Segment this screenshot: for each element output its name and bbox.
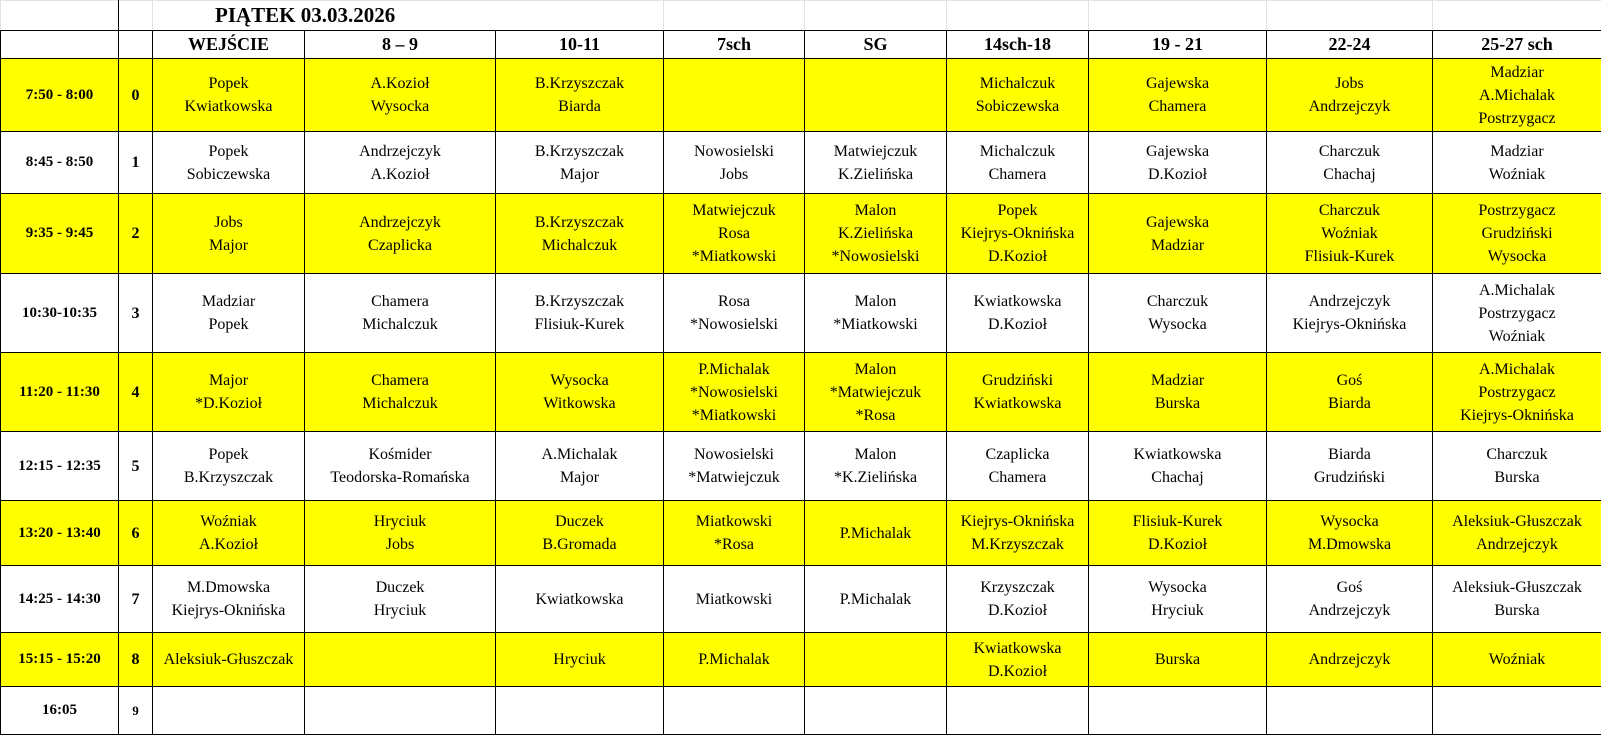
teacher-name: Burska xyxy=(1154,651,1201,668)
teacher-name: Matwiejczuk xyxy=(833,142,918,160)
teacher-name: D.Kozioł xyxy=(987,602,1048,619)
teacher-name: Major xyxy=(208,372,249,389)
teacher-name: Wysocka xyxy=(1487,248,1547,265)
duty-cell[interactable] xyxy=(153,274,305,353)
time-cell[interactable]: 7:50 - 8:00 xyxy=(1,59,119,132)
duty-cell[interactable] xyxy=(1433,566,1601,633)
teacher-name: Gajewska xyxy=(1145,213,1210,231)
teacher-name: Chachaj xyxy=(1151,469,1204,486)
teacher-name: D.Kozioł xyxy=(1147,165,1208,183)
teacher-name: Duczek xyxy=(375,579,425,596)
teacher-name: Kwiatkowska xyxy=(184,98,273,115)
duty-cell[interactable] xyxy=(496,432,664,501)
duty-cell[interactable] xyxy=(496,274,664,353)
duty-cell[interactable] xyxy=(1267,687,1433,735)
teacher-name: Goś xyxy=(1336,372,1363,389)
duty-cell[interactable] xyxy=(947,501,1089,566)
time-cell[interactable]: 10:30-10:35 xyxy=(1,274,119,353)
duty-cell[interactable] xyxy=(805,194,947,274)
schedule-row xyxy=(1,59,1601,132)
teacher-name: Wysocka xyxy=(1320,513,1379,530)
duty-cell[interactable] xyxy=(1267,274,1433,353)
teacher-name: Malon xyxy=(854,446,897,463)
time-cell[interactable]: 12:15 - 12:35 xyxy=(1,432,119,501)
teacher-name: B.Krzyszczak xyxy=(183,469,274,486)
teacher-name: Biarda xyxy=(1328,395,1371,412)
lesson-number-cell[interactable]: 6 xyxy=(119,501,153,566)
title-spacer-cell xyxy=(1433,1,1601,31)
teacher-name: *Nowosielski xyxy=(690,316,778,333)
teacher-name: Hryciuk xyxy=(1151,602,1204,619)
schedule-row xyxy=(1,687,1601,735)
teacher-name: Flisiuk-Kurek xyxy=(1132,513,1223,530)
teacher-name: B.Gromada xyxy=(542,536,617,553)
teacher-name: A.Michalak xyxy=(1479,360,1555,378)
duty-cell[interactable] xyxy=(1267,132,1433,194)
teacher-name: *Miatkowski xyxy=(691,248,777,265)
duty-cell[interactable] xyxy=(664,501,805,566)
duty-cell[interactable] xyxy=(947,132,1089,194)
teacher-name: Hryciuk xyxy=(373,513,427,530)
duty-cell[interactable] xyxy=(1267,566,1433,633)
duty-cell[interactable] xyxy=(947,59,1089,132)
column-header[interactable]: 8 – 9 xyxy=(305,31,496,59)
teacher-name: Kwiatkowska xyxy=(973,639,1062,657)
column-header[interactable]: 22-24 xyxy=(1267,31,1433,59)
duty-cell[interactable] xyxy=(1433,633,1601,687)
schedule-row xyxy=(1,194,1601,274)
teacher-name: Witkowska xyxy=(543,395,616,412)
teacher-name: B.Krzyszczak xyxy=(534,213,625,231)
teacher-name: B.Krzyszczak xyxy=(534,142,625,160)
teacher-name: Postrzygacz xyxy=(1478,383,1556,401)
duty-cell[interactable] xyxy=(305,432,496,501)
teacher-name: D.Kozioł xyxy=(987,662,1048,680)
duty-cell[interactable] xyxy=(496,353,664,432)
duty-cell[interactable] xyxy=(664,59,805,132)
teacher-name: Kwiatkowska xyxy=(973,395,1062,412)
title-spacer-cell xyxy=(947,1,1089,31)
teacher-name: Grudziński xyxy=(1313,469,1386,486)
time-cell[interactable]: 14:25 - 14:30 xyxy=(1,566,119,633)
duty-cell[interactable] xyxy=(1089,566,1267,633)
teacher-name: A.Michalak xyxy=(1479,281,1555,299)
duty-cell[interactable] xyxy=(1433,59,1601,132)
duty-cell[interactable] xyxy=(1089,59,1267,132)
teacher-name: Postrzygacz xyxy=(1478,109,1556,127)
teacher-name: Woźniak xyxy=(200,513,257,530)
duty-cell[interactable] xyxy=(947,566,1089,633)
teacher-name: Grudziński xyxy=(1481,225,1553,242)
teacher-name: Kiejrys-Oknińska xyxy=(960,513,1075,530)
teacher-name: Woźniak xyxy=(1488,651,1546,668)
title-spacer-cell xyxy=(1,1,119,31)
teacher-name: M.Krzyszczak xyxy=(971,536,1064,553)
time-cell[interactable]: 9:35 - 9:45 xyxy=(1,194,119,274)
lesson-number-cell[interactable]: 0 xyxy=(119,59,153,132)
teacher-name: Madziar xyxy=(1490,63,1544,81)
teacher-name: B.Krzyszczak xyxy=(534,293,625,310)
teacher-name: K.Zielińska xyxy=(837,225,914,242)
duty-cell[interactable] xyxy=(664,353,805,432)
schedule-row xyxy=(1,132,1601,194)
time-cell[interactable]: 8:45 - 8:50 xyxy=(1,132,119,194)
teacher-name: Grudziński xyxy=(981,372,1054,389)
teacher-name: Charczuk xyxy=(1318,202,1381,219)
teacher-name: Burska xyxy=(1154,395,1201,412)
duty-cell[interactable] xyxy=(947,432,1089,501)
teacher-name: Popek xyxy=(208,142,249,160)
title-spacer-cell xyxy=(805,1,947,31)
teacher-name: Burska xyxy=(1494,602,1540,619)
duty-cell[interactable] xyxy=(664,633,805,687)
teacher-name: Madziar xyxy=(1150,372,1205,389)
duty-cell[interactable] xyxy=(947,194,1089,274)
teacher-name: Jobs xyxy=(719,165,749,183)
duty-cell[interactable] xyxy=(153,687,305,735)
teacher-name: Aleksiuk-Głuszczak xyxy=(1452,513,1582,530)
teacher-name: D.Kozioł xyxy=(987,248,1048,265)
teacher-name: Michalczuk xyxy=(362,395,438,412)
teacher-name: Michalczuk xyxy=(362,316,438,333)
duty-cell[interactable] xyxy=(1433,687,1601,735)
duty-cell[interactable] xyxy=(153,566,305,633)
duty-cell[interactable] xyxy=(664,432,805,501)
teacher-name: M.Dmowska xyxy=(186,579,271,596)
column-header[interactable]: WEJŚCIE xyxy=(153,31,305,59)
column-header[interactable]: 19 - 21 xyxy=(1089,31,1267,59)
duty-cell[interactable] xyxy=(1089,501,1267,566)
duty-cell[interactable] xyxy=(496,194,664,274)
teacher-name: Popek xyxy=(208,75,249,92)
duty-cell[interactable] xyxy=(153,633,305,687)
duty-cell[interactable] xyxy=(496,687,664,735)
teacher-name: Woźniak xyxy=(1488,165,1546,183)
teacher-name: Major xyxy=(208,236,249,254)
teacher-name: *Miatkowski xyxy=(691,406,777,424)
teacher-name: Biarda xyxy=(558,98,601,115)
duty-cell[interactable] xyxy=(805,432,947,501)
teacher-name: Gajewska xyxy=(1145,142,1210,160)
duty-cell[interactable] xyxy=(1267,633,1433,687)
teacher-name: B.Krzyszczak xyxy=(534,75,625,92)
duty-cell[interactable] xyxy=(805,59,947,132)
teacher-name: *K.Zielińska xyxy=(833,469,918,486)
teacher-name: Krzyszczak xyxy=(980,579,1055,596)
lesson-number-cell[interactable]: 5 xyxy=(119,432,153,501)
duty-cell[interactable] xyxy=(496,59,664,132)
lesson-number-cell[interactable]: 3 xyxy=(119,274,153,353)
teacher-name: Chachaj xyxy=(1323,165,1376,183)
duty-cell[interactable] xyxy=(664,274,805,353)
duty-cell[interactable] xyxy=(805,687,947,735)
teacher-name: Kiejrys-Oknińska xyxy=(960,225,1075,242)
teacher-name: A.Kozioł xyxy=(198,536,259,553)
teacher-name: Sobiczewska xyxy=(975,98,1060,115)
duty-cell[interactable] xyxy=(947,353,1089,432)
teacher-name: Postrzygacz xyxy=(1478,304,1556,322)
header-corner-cell xyxy=(119,31,153,59)
teacher-name: Czaplicka xyxy=(985,446,1050,463)
teacher-name: Aleksiuk-Głuszczak xyxy=(163,651,294,668)
teacher-name: Malon xyxy=(854,360,897,378)
duty-cell[interactable] xyxy=(1267,59,1433,132)
duty-cell[interactable] xyxy=(305,353,496,432)
teacher-name: Chamera xyxy=(988,165,1047,183)
schedule-row xyxy=(1,633,1601,687)
teacher-name: *Rosa xyxy=(714,536,754,553)
teacher-name: Kiejrys-Oknińska xyxy=(171,602,286,619)
duty-cell[interactable] xyxy=(1089,274,1267,353)
teacher-name: Flisiuk-Kurek xyxy=(534,316,625,333)
duty-cell[interactable] xyxy=(153,59,305,132)
teacher-name: Postrzygacz xyxy=(1478,202,1556,219)
title-spacer-cell xyxy=(1089,1,1267,31)
duty-cell[interactable] xyxy=(496,633,664,687)
teacher-name: P.Michalak xyxy=(839,524,912,542)
schedule-row xyxy=(1,501,1601,566)
teacher-name: Wysocka xyxy=(370,98,430,115)
duty-cell[interactable] xyxy=(305,59,496,132)
duty-cell[interactable] xyxy=(805,633,947,687)
teacher-name: Rosa xyxy=(718,225,750,242)
duty-cell[interactable] xyxy=(1267,353,1433,432)
schedule-row xyxy=(1,432,1601,501)
duty-cell[interactable] xyxy=(1089,432,1267,501)
teacher-name: Malon xyxy=(854,293,897,310)
teacher-name: Goś xyxy=(1336,579,1363,596)
teacher-name: A.Michalak xyxy=(541,446,618,463)
column-header[interactable]: SG xyxy=(805,31,947,59)
duty-cell[interactable] xyxy=(947,687,1089,735)
teacher-name: *Matwiejczuk xyxy=(829,383,922,401)
duty-cell[interactable] xyxy=(664,194,805,274)
duty-cell[interactable] xyxy=(153,432,305,501)
teacher-name: Gajewska xyxy=(1145,75,1210,92)
teacher-name: Popek xyxy=(997,202,1038,219)
teacher-name: Kośmider xyxy=(368,446,432,463)
duty-cell[interactable] xyxy=(153,132,305,194)
teacher-name: Wysocka xyxy=(1148,579,1207,596)
teacher-name: Kiejrys-Oknińska xyxy=(1292,316,1407,333)
teacher-name: Flisiuk-Kurek xyxy=(1304,248,1395,265)
teacher-name: Popek xyxy=(208,316,249,333)
teacher-name: *Nowosielski xyxy=(831,248,920,265)
teacher-name: Andrzejczyk xyxy=(359,142,441,160)
duty-cell[interactable] xyxy=(305,687,496,735)
duty-cell[interactable] xyxy=(496,566,664,633)
teacher-name: Woźniak xyxy=(1321,225,1378,242)
teacher-name: Nowosielski xyxy=(694,446,774,463)
duty-cell[interactable] xyxy=(496,501,664,566)
teacher-name: Charczuk xyxy=(1486,446,1548,463)
lesson-number-cell[interactable]: 1 xyxy=(119,132,153,194)
time-cell[interactable]: 16:05 xyxy=(1,687,119,735)
teacher-name: Chamera xyxy=(988,469,1047,486)
schedule-row xyxy=(1,274,1601,353)
teacher-name: *Matwiejczuk xyxy=(688,469,780,486)
duty-cell[interactable] xyxy=(1433,194,1601,274)
teacher-name: Popek xyxy=(208,446,249,463)
lesson-number-cell[interactable]: 2 xyxy=(119,194,153,274)
teacher-name: Kiejrys-Oknińska xyxy=(1460,406,1574,424)
column-header[interactable]: 10-11 xyxy=(496,31,664,59)
teacher-name: Andrzejczyk xyxy=(1308,98,1391,115)
teacher-name: A.Michalak xyxy=(1479,86,1555,104)
teacher-name: Andrzejczyk xyxy=(1308,602,1391,619)
teacher-name: Czaplicka xyxy=(368,236,432,254)
teacher-name: A.Kozioł xyxy=(370,165,430,183)
duty-cell[interactable] xyxy=(1089,194,1267,274)
duty-cell[interactable] xyxy=(805,353,947,432)
title-spacer-cell xyxy=(664,1,805,31)
teacher-name: Jobs xyxy=(1335,75,1364,92)
teacher-name: Biarda xyxy=(1328,446,1371,463)
duty-cell[interactable] xyxy=(305,274,496,353)
teacher-name: D.Kozioł xyxy=(987,316,1048,333)
duty-cell[interactable] xyxy=(305,194,496,274)
teacher-name: Duczek xyxy=(555,513,604,530)
duty-cell[interactable] xyxy=(305,501,496,566)
duty-cell[interactable] xyxy=(305,633,496,687)
teacher-name: Andrzejczyk xyxy=(1476,536,1558,553)
lesson-number-cell[interactable]: 7 xyxy=(119,566,153,633)
column-header[interactable]: 7sch xyxy=(664,31,805,59)
lesson-number-cell[interactable]: 9 xyxy=(119,687,153,735)
teacher-name: P.Michalak xyxy=(839,590,912,608)
teacher-name: *Rosa xyxy=(855,406,896,424)
teacher-name: Andrzejczyk xyxy=(359,213,441,231)
duty-cell[interactable] xyxy=(1267,501,1433,566)
column-header[interactable]: 14sch-18 xyxy=(947,31,1089,59)
time-cell[interactable]: 15:15 - 15:20 xyxy=(1,633,119,687)
duty-cell[interactable] xyxy=(664,566,805,633)
teacher-name: Rosa xyxy=(718,293,750,310)
lesson-number-cell[interactable]: 8 xyxy=(119,633,153,687)
schedule-row xyxy=(1,353,1601,432)
duty-cell[interactable] xyxy=(1089,353,1267,432)
duty-cell[interactable] xyxy=(1433,501,1601,566)
teacher-name: D.Kozioł xyxy=(1147,536,1208,553)
teacher-name: Michalczuk xyxy=(541,236,618,254)
teacher-name: Miatkowski xyxy=(695,590,773,608)
duty-cell[interactable] xyxy=(947,633,1089,687)
teacher-name: Miatkowski xyxy=(695,513,773,530)
teacher-name: Burska xyxy=(1494,469,1540,486)
teacher-name: Kwiatkowska xyxy=(535,590,624,608)
duty-cell[interactable] xyxy=(1433,353,1601,432)
time-cell[interactable]: 11:20 - 11:30 xyxy=(1,353,119,432)
teacher-name: Sobiczewska xyxy=(186,165,271,183)
title-spacer-cell xyxy=(1267,1,1433,31)
title-cell[interactable] xyxy=(153,1,664,31)
duty-cell[interactable] xyxy=(1089,687,1267,735)
teacher-name: Michalczuk xyxy=(979,142,1056,160)
teacher-name: Chamera xyxy=(1148,98,1207,115)
title-row xyxy=(1,1,1601,31)
duty-cell[interactable] xyxy=(947,274,1089,353)
schedule-row xyxy=(1,566,1601,633)
duty-cell[interactable] xyxy=(664,687,805,735)
teacher-name: Jobs xyxy=(385,536,415,553)
teacher-name: Aleksiuk-Głuszczak xyxy=(1452,579,1582,596)
duty-cell[interactable] xyxy=(305,566,496,633)
teacher-name: Woźniak xyxy=(1488,327,1546,345)
duty-cell[interactable] xyxy=(153,353,305,432)
duty-cell[interactable] xyxy=(305,132,496,194)
teacher-name: Malon xyxy=(854,202,897,219)
duty-cell[interactable] xyxy=(805,274,947,353)
teacher-name: P.Michalak xyxy=(698,360,770,378)
duty-cell[interactable] xyxy=(1089,132,1267,194)
duty-cell[interactable] xyxy=(1433,432,1601,501)
duty-cell[interactable] xyxy=(153,194,305,274)
teacher-name: Major xyxy=(559,469,600,486)
teacher-name: Andrzejczyk xyxy=(1308,651,1391,668)
teacher-name: *Nowosielski xyxy=(690,383,778,401)
teacher-name: Chamera xyxy=(371,293,429,310)
teacher-name: M.Dmowska xyxy=(1307,536,1392,553)
header-row xyxy=(1,31,1601,59)
teacher-name: Andrzejczyk xyxy=(1308,293,1391,310)
teacher-name: K.Zielińska xyxy=(837,165,914,183)
duty-cell[interactable] xyxy=(805,132,947,194)
lesson-number-cell[interactable]: 4 xyxy=(119,353,153,432)
duty-cell[interactable] xyxy=(1433,132,1601,194)
teacher-name: A.Kozioł xyxy=(370,75,430,92)
teacher-name: Kwiatkowska xyxy=(973,293,1062,310)
duty-cell[interactable] xyxy=(805,566,947,633)
duty-cell[interactable] xyxy=(153,501,305,566)
teacher-name: Hryciuk xyxy=(553,651,606,668)
teacher-name: Chamera xyxy=(371,372,429,389)
teacher-name: Matwiejczuk xyxy=(692,202,776,219)
teacher-name: Jobs xyxy=(214,213,243,231)
column-header[interactable]: 25-27 sch xyxy=(1433,31,1601,59)
teacher-name: Madziar xyxy=(201,293,256,310)
teacher-name: P.Michalak xyxy=(698,651,770,668)
teacher-name: Nowosielski xyxy=(694,142,774,160)
title-spacer-cell xyxy=(119,1,153,31)
teacher-name: Charczuk xyxy=(1318,142,1381,160)
time-cell[interactable]: 13:20 - 13:40 xyxy=(1,501,119,566)
teacher-name: Michalczuk xyxy=(979,75,1056,92)
teacher-name: Kwiatkowska xyxy=(1133,446,1222,463)
teacher-name: Madziar xyxy=(1150,236,1205,254)
page-title: PIĄTEK 03.03.2026 xyxy=(215,3,396,27)
duty-cell[interactable] xyxy=(496,132,664,194)
header-corner-cell xyxy=(1,31,119,59)
duty-cell[interactable] xyxy=(805,501,947,566)
duty-cell[interactable] xyxy=(1433,274,1601,353)
teacher-name: *Miatkowski xyxy=(833,316,918,333)
duty-cell[interactable] xyxy=(664,132,805,194)
teacher-name: Madziar xyxy=(1490,142,1544,160)
teacher-name: Hryciuk xyxy=(373,602,427,619)
teacher-name: Teodorska-Romańska xyxy=(330,469,470,486)
duty-cell[interactable] xyxy=(1089,633,1267,687)
teacher-name: Charczuk xyxy=(1146,293,1209,310)
duty-cell[interactable] xyxy=(1267,194,1433,274)
teacher-name: Wysocka xyxy=(1148,316,1207,333)
teacher-name: Major xyxy=(559,165,600,183)
teacher-name: Wysocka xyxy=(550,372,609,389)
duty-cell[interactable] xyxy=(1267,432,1433,501)
teacher-name: *D.Kozioł xyxy=(194,395,263,412)
